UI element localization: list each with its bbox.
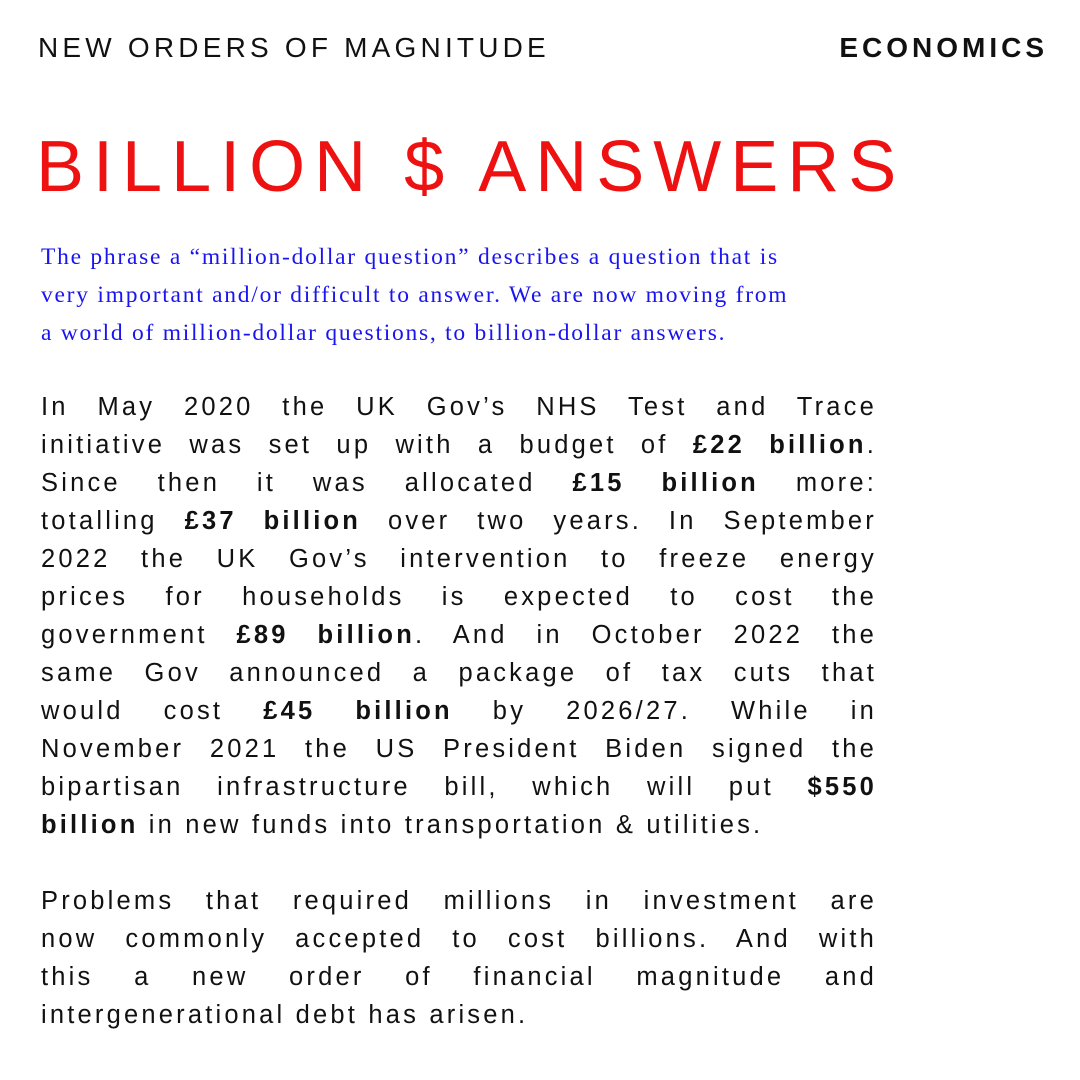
body-text-span: Since then it was allocated <box>41 469 573 497</box>
highlight-amount: £89 billion <box>236 621 415 649</box>
body-line: November 2021 the US President Biden signed the <box>41 735 877 763</box>
highlight-amount: £15 billion <box>572 469 759 497</box>
body-line: same Gov announced a package of tax cuts that <box>41 659 877 687</box>
body-text-span: would cost <box>41 697 264 725</box>
highlight-amount: £45 billion <box>263 697 453 725</box>
body-line <box>41 692 877 730</box>
header <box>38 32 1048 72</box>
body-line: now commonly accepted to cost billions. And with <box>41 925 877 953</box>
body-text-span: bipartisan infrastructure bill, which will put <box>41 773 808 801</box>
body-text-span: government <box>41 621 237 649</box>
body-paragraph-2 <box>41 882 877 1034</box>
body-text-span: in new funds into transportation & utilities. <box>138 811 764 839</box>
body-line: Problems that required millions in investment are <box>41 887 877 915</box>
body-line <box>41 426 877 464</box>
category-label: ECONOMICS <box>839 32 1048 63</box>
series-label: NEW ORDERS OF MAGNITUDE <box>38 32 550 63</box>
intro-line: The phrase a “million-dollar question” describes a question that is <box>41 244 779 270</box>
intro-paragraph <box>41 238 1041 352</box>
body-line: prices for households is expected to cost the <box>41 583 877 611</box>
body-text-span: over two years. In September <box>361 507 877 535</box>
intro-line: very important and/or difficult to answer. We are now moving from <box>41 282 789 308</box>
highlight-amount: £22 billion <box>692 431 867 459</box>
highlight-amount: £37 billion <box>184 507 362 535</box>
body-line <box>41 502 877 540</box>
body-text-span: totalling <box>41 507 185 535</box>
body-line: this a new order of financial magnitude and <box>41 963 877 991</box>
body-text-span: by 2026/27. While in <box>452 697 878 725</box>
body-paragraph-1 <box>41 388 877 844</box>
body-line: 2022 the UK Gov’s intervention to freeze energy <box>41 545 877 573</box>
intro-line: a world of million-dollar questions, to billion-dollar answers. <box>41 320 727 346</box>
highlight-amount: $550 <box>807 773 877 801</box>
body-text-span: initiative was set up with a budget of <box>41 431 693 459</box>
body-line <box>41 464 877 502</box>
body-text-span: . <box>866 431 878 459</box>
body-line: intergenerational debt has arisen. <box>41 1001 529 1029</box>
body-text-span: . And in October 2022 the <box>414 621 877 649</box>
body-line <box>41 806 877 844</box>
body-text-span: more: <box>758 469 878 497</box>
body-line <box>41 768 877 806</box>
body-line: In May 2020 the UK Gov’s NHS Test and Trace <box>41 393 877 421</box>
body-line <box>41 616 877 654</box>
highlight-amount: billion <box>41 811 139 839</box>
page-title: BILLION $ ANSWERS <box>36 127 906 207</box>
